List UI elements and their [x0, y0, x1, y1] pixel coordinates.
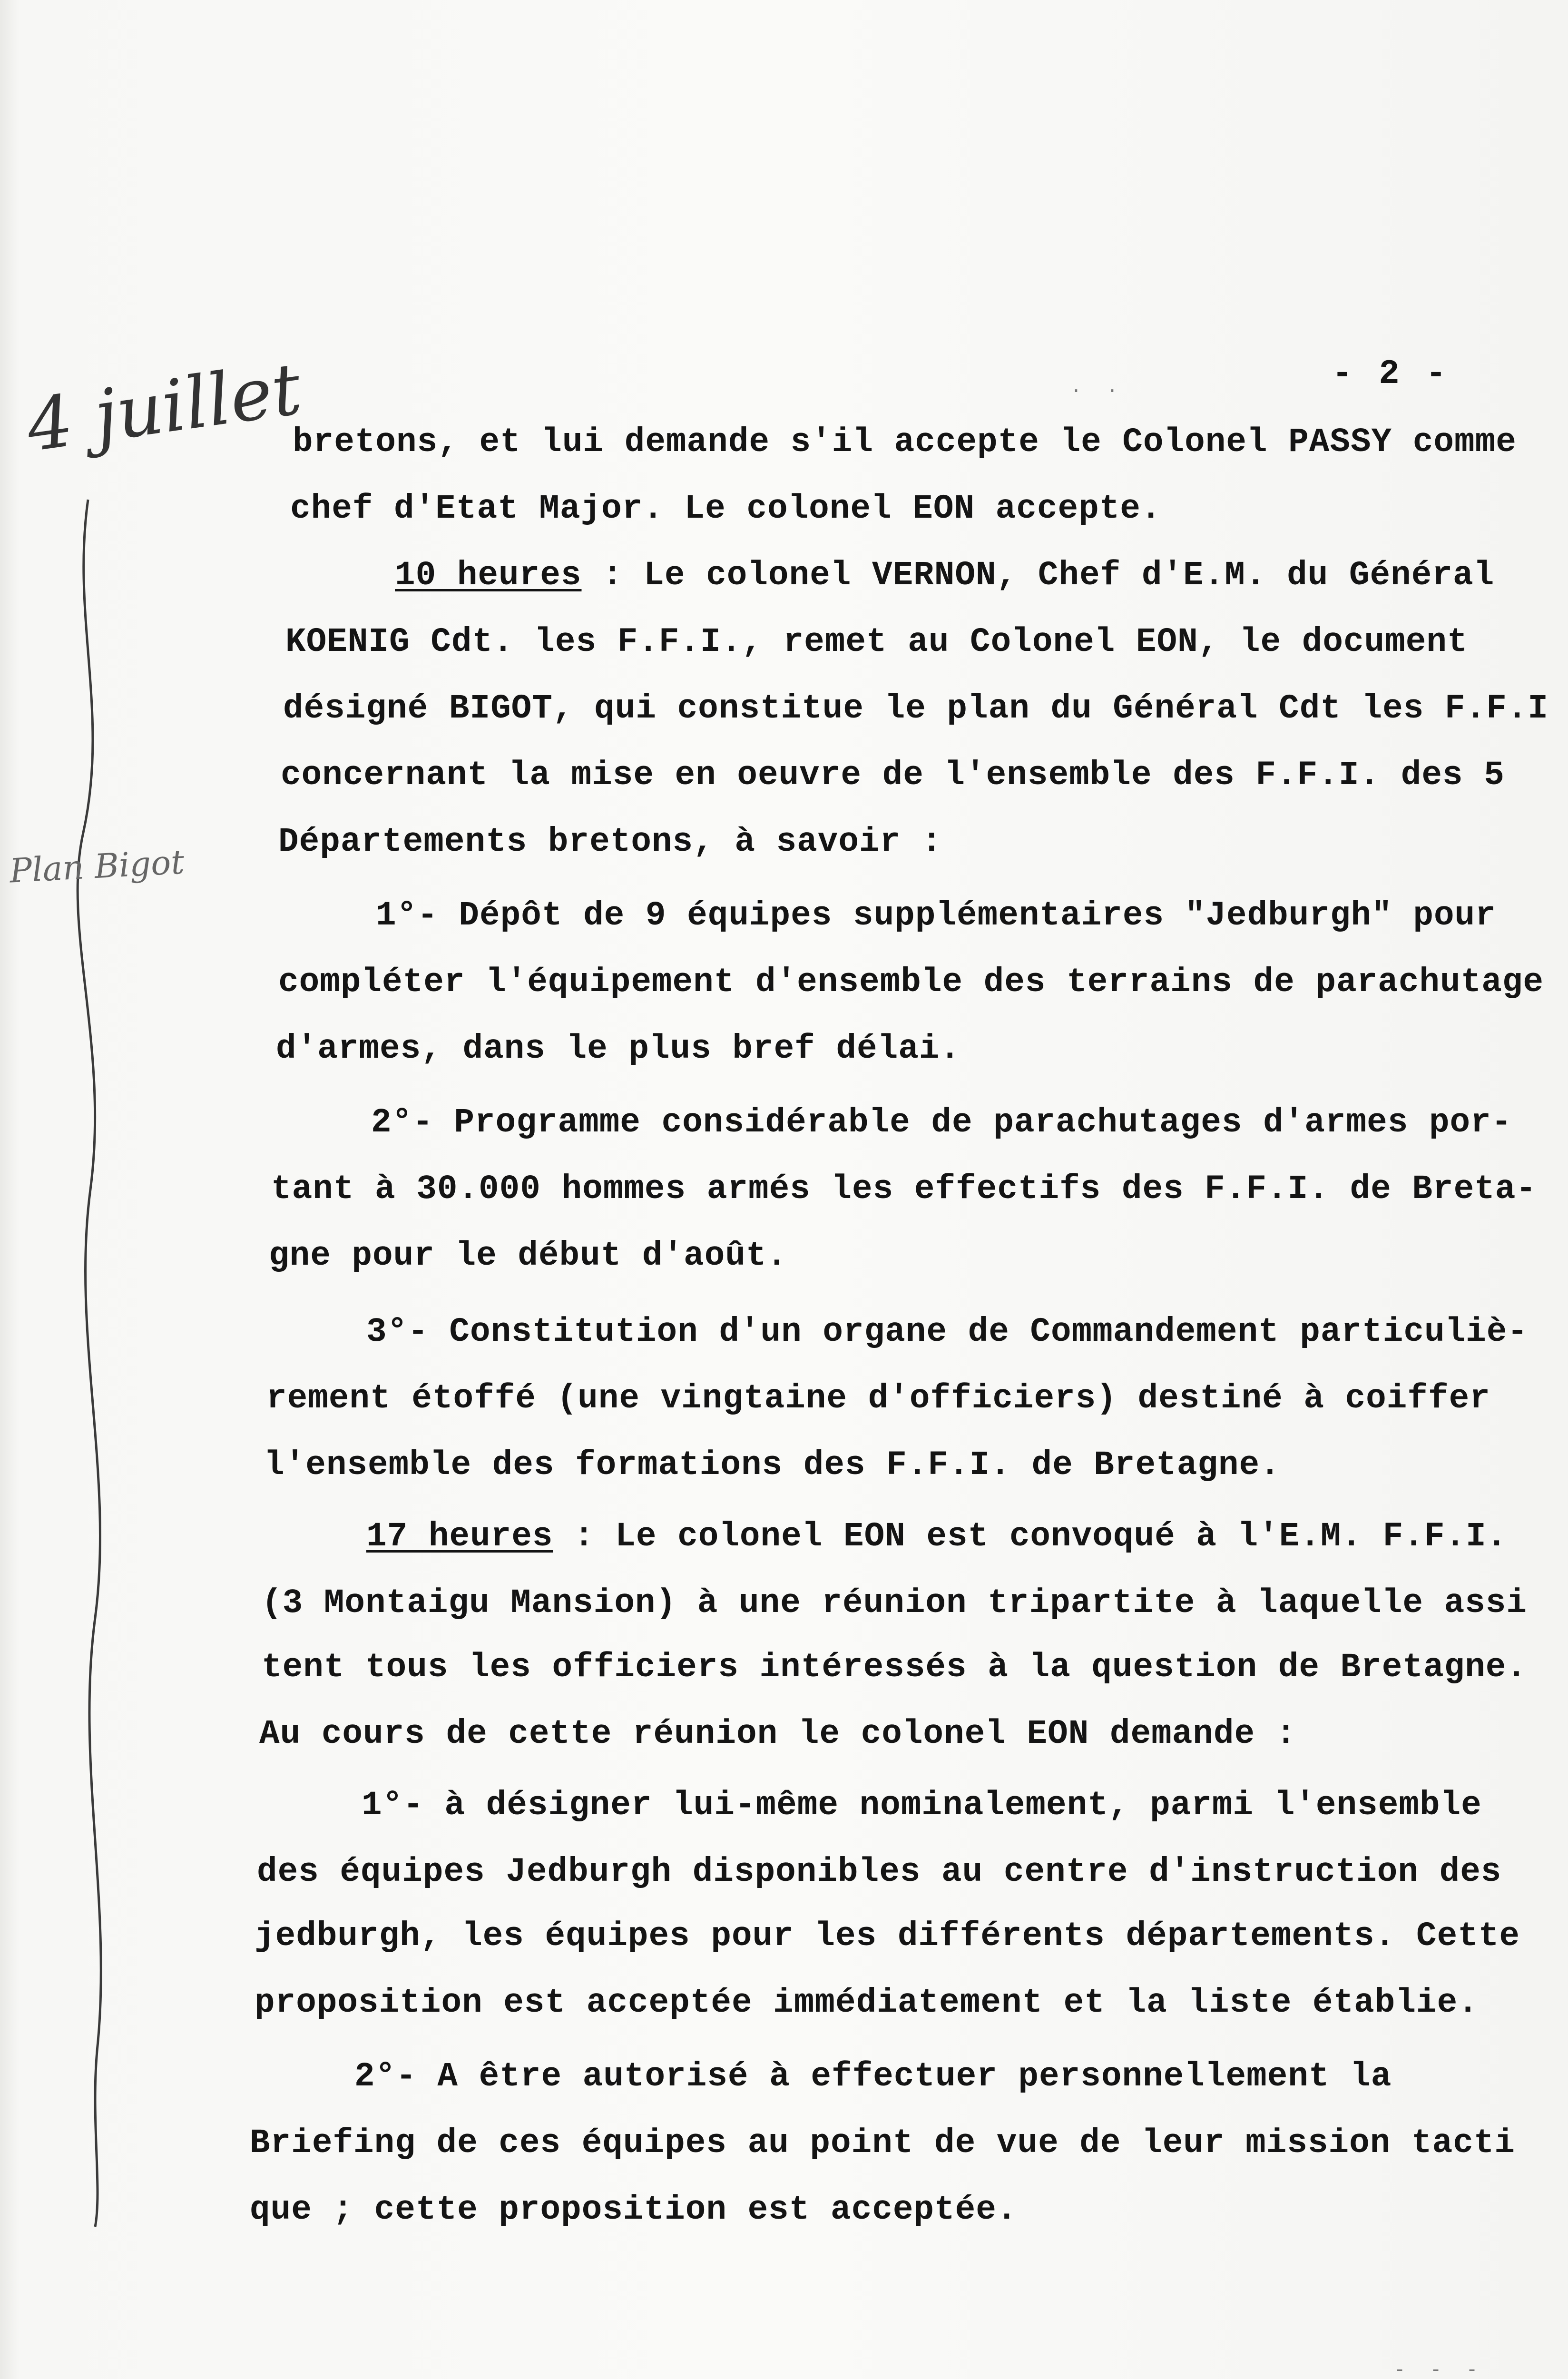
- text-line: d'armes, dans le plus bref délai.: [276, 1030, 961, 1068]
- text-line: tent tous les officiers intéressés à la question de Bretagne.: [262, 1649, 1528, 1687]
- page-number: - 2 -: [1332, 354, 1450, 393]
- text-line: gne pour le début d'août.: [269, 1237, 788, 1275]
- text-line: KOENIG Cdt. les F.F.I., remet au Colonel EON, le document: [285, 623, 1468, 661]
- text-line: que ; cette proposition est acceptée.: [250, 2191, 1018, 2229]
- text-line: tant à 30.000 hommes armés les effectifs des F.F.I. de Breta-: [271, 1170, 1537, 1209]
- text-line: chef d'Etat Major. Le colonel EON accepte.: [290, 490, 1162, 528]
- text-line: 10 heures : Le colonel VERNON, Chef d'E.M. du Général: [395, 557, 1495, 595]
- text-line: Départements bretons, à savoir :: [278, 823, 942, 861]
- text-line: rement étoffé (une vingtaine d'officiers) destiné à coiffer: [266, 1380, 1490, 1418]
- text-line: bretons, et lui demande s'il accepte le Colonel PASSY comme: [293, 423, 1517, 462]
- text-line: jedburgh, les équipes pour les différents départements. Cette: [255, 1917, 1520, 1956]
- scan-speck: · ·: [1070, 381, 1125, 402]
- text-line: 2°- A être autorisé à effectuer personnellement la: [354, 2058, 1392, 2096]
- text-line: concernant la mise en oeuvre de l'ensemble des F.F.I. des 5: [281, 757, 1505, 795]
- text-line: des équipes Jedburgh disponibles au centre d'instruction des: [257, 1853, 1502, 1891]
- text-line: 3°- Constitution d'un organe de Commandement particuliè-: [366, 1313, 1528, 1351]
- time-heading: 17 heures: [366, 1518, 553, 1556]
- text-line: 2°- Programme considérable de parachutages d'armes por-: [371, 1104, 1512, 1142]
- text-line: 1°- à désigner lui-même nominalement, parmi l'ensemble: [362, 1787, 1482, 1825]
- text-line: Briefing de ces équipes au point de vue de leur mission tacti: [250, 2124, 1516, 2163]
- text-line: Au cours de cette réunion le colonel EON demande :: [259, 1715, 1297, 1753]
- text-line: (3 Montaigu Mansion) à une réunion tripartite à laquelle assi: [262, 1584, 1528, 1622]
- text-line: compléter l'équipement d'ensemble des terrains de parachutage: [278, 963, 1544, 1002]
- text-line: 17 heures : Le colonel EON est convoqué à l'E.M. F.F.I.: [366, 1518, 1508, 1556]
- handwritten-plan-note: Plan Bigot: [9, 842, 186, 891]
- text-line: proposition est acceptée immédiatement et la liste établie.: [255, 1984, 1479, 2022]
- time-heading: 10 heures: [395, 557, 582, 595]
- scan-speck: - - -: [1394, 2360, 1485, 2379]
- margin-bracket-line: [0, 0, 152, 2379]
- text-line: 1°- Dépôt de 9 équipes supplémentaires "Jedburgh" pour: [376, 897, 1496, 935]
- handwritten-date-note: 4 juillet: [21, 347, 306, 468]
- text-line: l'ensemble des formations des F.F.I. de Bretagne.: [264, 1446, 1281, 1484]
- text-line: désigné BIGOT, qui constitue le plan du Général Cdt les F.F.I: [283, 690, 1549, 728]
